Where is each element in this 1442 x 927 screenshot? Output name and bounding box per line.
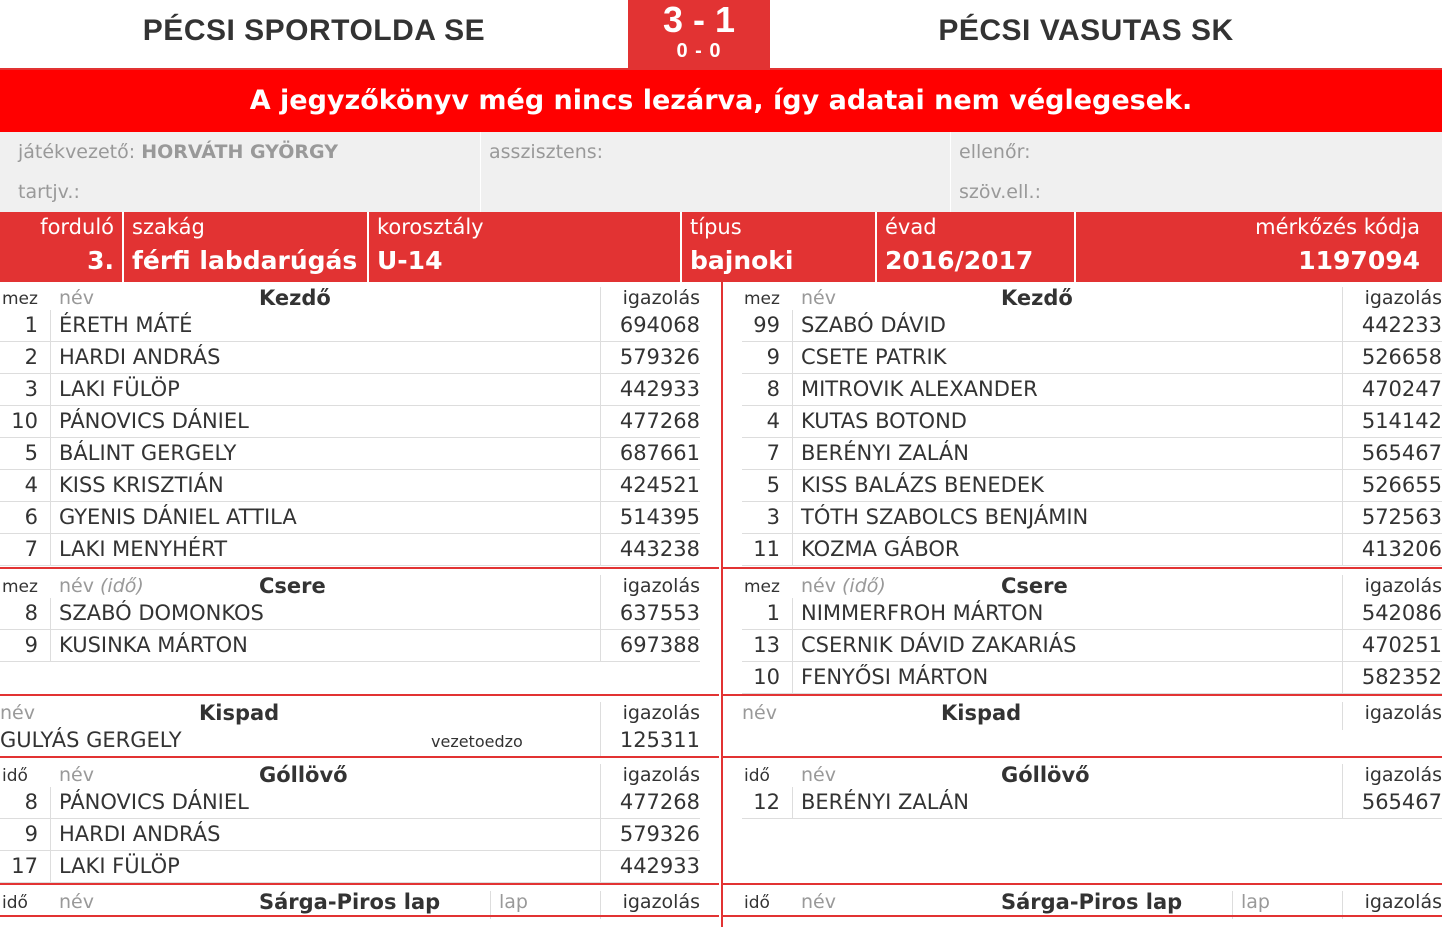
row-divider xyxy=(50,598,51,630)
player-row[interactable] xyxy=(742,662,1442,694)
player-name[interactable]: KUSINKA MÁRTON xyxy=(59,633,248,657)
header-license-label: igazolás xyxy=(600,287,700,315)
player-name[interactable]: BÁLINT GERGELY xyxy=(59,441,237,465)
header-license-label: igazolás xyxy=(600,702,700,730)
license-number: 442933 xyxy=(600,851,700,883)
row-divider xyxy=(50,787,51,819)
player-row[interactable] xyxy=(0,787,700,819)
bench-row[interactable] xyxy=(0,725,700,757)
player-row[interactable] xyxy=(742,630,1442,662)
shirt-number: 7 xyxy=(24,537,38,561)
header-mez-label: mez xyxy=(2,577,38,597)
player-row[interactable] xyxy=(742,438,1442,470)
code-value: 1197094 xyxy=(1298,246,1420,275)
half-time-score: 0 - 0 xyxy=(676,40,722,62)
player-name[interactable]: GYENIS DÁNIEL ATTILA xyxy=(59,505,297,529)
player-name[interactable]: MITROVIK ALEXANDER xyxy=(801,377,1038,401)
row-divider xyxy=(50,851,51,883)
inspector-label: ellenőr: xyxy=(959,141,1031,163)
player-name[interactable]: ÉRETH MÁTÉ xyxy=(59,313,193,337)
header-name-label: név xyxy=(742,702,777,724)
license-number: 579326 xyxy=(600,342,700,374)
bench-person-name[interactable]: GULYÁS GERGELY xyxy=(0,728,182,752)
row-divider xyxy=(792,598,793,630)
shirt-number: 10 xyxy=(753,665,780,689)
player-name[interactable]: HARDI ANDRÁS xyxy=(59,345,221,369)
player-row[interactable] xyxy=(742,787,1442,819)
license-number: 582352 xyxy=(1342,662,1442,694)
section-divider xyxy=(0,915,719,917)
row-divider xyxy=(50,310,51,342)
header-time-hint: (idő) xyxy=(842,575,886,597)
header-name-time-label xyxy=(59,575,144,597)
away-inner xyxy=(742,282,1442,927)
license-number: 637553 xyxy=(600,598,700,630)
section-title: Sárga-Piros lap xyxy=(259,890,441,914)
shirt-number: 7 xyxy=(766,441,780,465)
row-divider xyxy=(50,534,51,566)
section-header xyxy=(742,699,1442,727)
officials-panel xyxy=(0,132,1442,212)
shirt-number: 4 xyxy=(24,473,38,497)
home-team-name[interactable]: PÉCSI SPORTOLDA SE xyxy=(142,14,486,47)
row-divider xyxy=(50,630,51,662)
score-box xyxy=(628,0,770,70)
player-row[interactable] xyxy=(742,502,1442,534)
license-number: 442233 xyxy=(1342,310,1442,342)
shirt-number: 5 xyxy=(766,473,780,497)
license-number: 443238 xyxy=(600,534,700,566)
row-divider xyxy=(792,342,793,374)
row-divider xyxy=(50,374,51,406)
section-divider xyxy=(723,567,1442,569)
player-row[interactable] xyxy=(0,406,700,438)
officials-col-inspector xyxy=(951,132,1442,212)
player-name[interactable]: BERÉNYI ZALÁN xyxy=(801,441,969,465)
header-license-label: igazolás xyxy=(600,764,700,792)
section-divider xyxy=(723,915,1442,917)
player-row[interactable] xyxy=(0,374,700,406)
section-header xyxy=(0,699,700,727)
match-meta-bar xyxy=(0,212,1442,282)
away-team-name[interactable]: PÉCSI VASUTAS SK xyxy=(938,14,1234,47)
section-title: Kispad xyxy=(199,701,280,725)
section-divider xyxy=(0,694,719,696)
player-name[interactable]: FENYŐSI MÁRTON xyxy=(801,665,989,689)
license-number: 697388 xyxy=(600,630,700,662)
goal-minute: 8 xyxy=(24,790,38,814)
player-row[interactable] xyxy=(742,310,1442,342)
section-divider xyxy=(723,694,1442,696)
header-name-label: név xyxy=(0,702,35,724)
shirt-number: 3 xyxy=(766,505,780,529)
row-divider xyxy=(792,470,793,502)
player-name[interactable]: CSETE PATRIK xyxy=(801,345,947,369)
meta-age xyxy=(369,212,682,282)
referee-label: játékvezető: xyxy=(18,141,136,163)
player-row[interactable] xyxy=(0,534,700,566)
section-header xyxy=(0,888,700,916)
license-number: 413206 xyxy=(1342,534,1442,566)
section-header xyxy=(0,284,700,312)
player-row[interactable] xyxy=(742,598,1442,630)
row-divider xyxy=(792,787,793,819)
shirt-number: 2 xyxy=(24,345,38,369)
license-number: 542086 xyxy=(1342,598,1442,630)
player-row[interactable] xyxy=(0,342,700,374)
shirt-number: 13 xyxy=(753,633,780,657)
header-name-label: név xyxy=(801,764,836,786)
row-divider xyxy=(792,438,793,470)
player-name[interactable]: KISS BALÁZS BENEDEK xyxy=(801,473,1044,497)
officials-col-referee xyxy=(0,132,481,212)
round-label: forduló xyxy=(40,215,114,239)
shirt-number: 4 xyxy=(766,409,780,433)
header-card-label: lap xyxy=(490,891,528,919)
player-name[interactable]: PÁNOVICS DÁNIEL xyxy=(59,409,249,433)
type-value: bajnoki xyxy=(690,246,794,275)
shirt-number: 10 xyxy=(11,409,38,433)
goal-minute: 9 xyxy=(24,822,38,846)
shirt-number: 8 xyxy=(766,377,780,401)
home-lineup xyxy=(0,282,721,927)
license-number: 565467 xyxy=(1342,438,1442,470)
player-row[interactable] xyxy=(0,502,700,534)
row-divider xyxy=(50,342,51,374)
header-license-label: igazolás xyxy=(1342,702,1442,730)
section-header xyxy=(0,761,700,789)
header-name-prefix: név xyxy=(59,575,101,597)
row-divider xyxy=(50,470,51,502)
header-ido-label: idő xyxy=(744,766,770,786)
header-name-label: név xyxy=(801,287,836,309)
season-label: évad xyxy=(885,215,937,239)
player-row[interactable] xyxy=(0,438,700,470)
header-mez-label: mez xyxy=(2,289,38,309)
player-row[interactable] xyxy=(742,470,1442,502)
player-row[interactable] xyxy=(0,598,700,630)
row-divider xyxy=(792,310,793,342)
header-ido-label: idő xyxy=(2,893,28,913)
player-row[interactable] xyxy=(742,534,1442,566)
meta-season xyxy=(877,212,1076,282)
meta-type xyxy=(682,212,877,282)
player-name[interactable]: NIMMERFROH MÁRTON xyxy=(801,601,1044,625)
assistant-label: asszisztens: xyxy=(489,141,604,163)
goal-minute: 17 xyxy=(11,854,38,878)
license-number: 442933 xyxy=(600,374,700,406)
header-ido-label: idő xyxy=(744,893,770,913)
referee-line xyxy=(18,141,338,163)
player-name[interactable]: LAKI FÜLÖP xyxy=(59,377,180,401)
license-number: 477268 xyxy=(600,787,700,819)
not-closed-warning: A jegyzőkönyv még nincs lezárva, így adatai nem véglegesek. xyxy=(0,70,1442,132)
player-name[interactable]: BERÉNYI ZALÁN xyxy=(801,790,969,814)
season-value: 2016/2017 xyxy=(885,246,1034,275)
license-number: 572563 xyxy=(1342,502,1442,534)
player-name[interactable]: SZABÓ DOMONKOS xyxy=(59,601,264,625)
shirt-number: 3 xyxy=(24,377,38,401)
section-title: Góllövő xyxy=(1001,763,1090,787)
row-divider xyxy=(50,502,51,534)
referee-name: HORVÁTH GYÖRGY xyxy=(141,141,338,163)
player-name[interactable]: KUTAS BOTOND xyxy=(801,409,967,433)
header-license-label: igazolás xyxy=(1342,287,1442,315)
header-name-label: név xyxy=(59,891,94,913)
away-lineup xyxy=(721,282,1442,927)
player-name[interactable]: LAKI FÜLÖP xyxy=(59,854,180,878)
meta-round xyxy=(0,212,124,282)
row-divider xyxy=(50,406,51,438)
match-header xyxy=(0,0,1442,70)
player-name[interactable]: KOZMA GÁBOR xyxy=(801,537,960,561)
final-score: 3 - 1 xyxy=(662,0,736,40)
header-name-time-label xyxy=(801,575,886,597)
shirt-number: 5 xyxy=(24,441,38,465)
header-mez-label: mez xyxy=(744,577,780,597)
branch-label: szakág xyxy=(132,215,205,239)
row-divider xyxy=(792,406,793,438)
section-header xyxy=(0,572,700,600)
row-divider xyxy=(792,374,793,406)
player-name[interactable]: TÓTH SZABOLCS BENJÁMIN xyxy=(801,505,1089,529)
section-divider xyxy=(0,883,719,885)
age-label: korosztály xyxy=(377,215,484,239)
branch-value: férfi labdarúgás xyxy=(132,246,358,275)
player-name[interactable]: HARDI ANDRÁS xyxy=(59,822,221,846)
row-divider xyxy=(792,630,793,662)
player-row[interactable] xyxy=(0,310,700,342)
player-name[interactable]: KISS KRISZTIÁN xyxy=(59,473,224,497)
header-license-label: igazolás xyxy=(1342,891,1442,919)
shirt-number: 1 xyxy=(24,313,38,337)
section-title: Kispad xyxy=(941,701,1022,725)
shirt-number: 1 xyxy=(766,601,780,625)
player-name[interactable]: LAKI MENYHÉRT xyxy=(59,537,228,561)
player-row[interactable] xyxy=(742,406,1442,438)
header-name-label: név xyxy=(59,287,94,309)
goal-minute: 12 xyxy=(753,790,780,814)
license-number: 477268 xyxy=(600,406,700,438)
license-number: 694068 xyxy=(600,310,700,342)
license-number: 125311 xyxy=(600,725,700,757)
row-divider xyxy=(50,819,51,851)
shirt-number: 6 xyxy=(24,505,38,529)
license-number: 565467 xyxy=(1342,787,1442,819)
license-number: 470247 xyxy=(1342,374,1442,406)
player-name[interactable]: CSERNIK DÁVID ZAKARIÁS xyxy=(801,633,1077,657)
section-title: Kezdő xyxy=(1001,286,1073,310)
license-number: 579326 xyxy=(600,819,700,851)
shirt-number: 9 xyxy=(766,345,780,369)
header-license-label: igazolás xyxy=(1342,764,1442,792)
header-ido-label: idő xyxy=(2,766,28,786)
code-label: mérkőzés kódja xyxy=(1255,215,1420,239)
player-row[interactable] xyxy=(0,630,700,662)
section-header xyxy=(742,761,1442,789)
section-divider xyxy=(0,756,719,758)
row-divider xyxy=(50,438,51,470)
player-name[interactable]: PÁNOVICS DÁNIEL xyxy=(59,790,249,814)
section-title: Csere xyxy=(1001,574,1068,598)
player-row[interactable] xyxy=(0,851,700,883)
shirt-number: 8 xyxy=(24,601,38,625)
header-name-label: név xyxy=(801,891,836,913)
section-title: Góllövő xyxy=(259,763,348,787)
row-divider xyxy=(792,502,793,534)
age-value: U-14 xyxy=(377,246,443,275)
row-divider xyxy=(792,662,793,694)
license-number: 526658 xyxy=(1342,342,1442,374)
type-label: típus xyxy=(690,215,742,239)
player-row[interactable] xyxy=(0,819,700,851)
license-number: 424521 xyxy=(600,470,700,502)
section-header xyxy=(742,572,1442,600)
section-divider xyxy=(0,567,719,569)
shirt-number: 99 xyxy=(753,313,780,337)
header-license-label: igazolás xyxy=(600,891,700,919)
header-license-label: igazolás xyxy=(600,575,700,603)
header-card-label: lap xyxy=(1232,891,1270,919)
player-name[interactable]: SZABÓ DÁVID xyxy=(801,313,946,337)
round-value: 3. xyxy=(87,246,114,275)
section-title: Sárga-Piros lap xyxy=(1001,890,1183,914)
header-time-hint: (idő) xyxy=(100,575,144,597)
section-header xyxy=(742,284,1442,312)
player-row[interactable] xyxy=(0,470,700,502)
header-name-label: név xyxy=(59,764,94,786)
meta-branch xyxy=(124,212,369,282)
player-row[interactable] xyxy=(742,342,1442,374)
shirt-number: 9 xyxy=(24,633,38,657)
shirt-number: 11 xyxy=(753,537,780,561)
license-number: 514395 xyxy=(600,502,700,534)
license-number: 526655 xyxy=(1342,470,1442,502)
section-divider xyxy=(723,756,1442,758)
license-number: 687661 xyxy=(600,438,700,470)
player-row[interactable] xyxy=(742,374,1442,406)
license-number: 470251 xyxy=(1342,630,1442,662)
reserve-referee-label: tartjv.: xyxy=(18,181,80,203)
license-number: 514142 xyxy=(1342,406,1442,438)
header-license-label: igazolás xyxy=(1342,575,1442,603)
section-title: Csere xyxy=(259,574,326,598)
section-header xyxy=(742,888,1442,916)
assoc-inspector-label: szöv.ell.: xyxy=(959,181,1041,203)
header-mez-label: mez xyxy=(744,289,780,309)
meta-code xyxy=(1076,212,1442,282)
row-divider xyxy=(792,534,793,566)
officials-col-assistant xyxy=(481,132,951,212)
bench-person-role: vezetoedzo xyxy=(431,732,523,751)
section-divider xyxy=(723,883,1442,885)
header-name-prefix: név xyxy=(801,575,843,597)
section-title: Kezdő xyxy=(259,286,331,310)
